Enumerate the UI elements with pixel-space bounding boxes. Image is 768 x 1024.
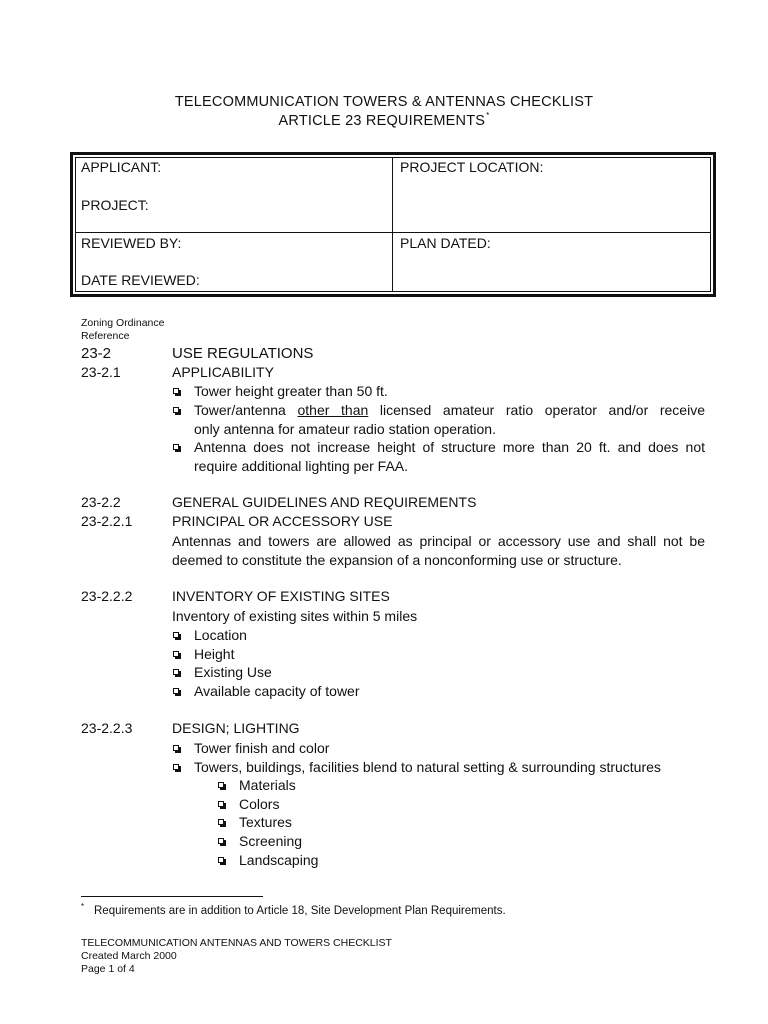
checklist-subitem-text: Landscaping <box>239 852 319 868</box>
footer-page-number: Page 1 of 4 <box>81 963 135 975</box>
checklist-subitem-text: Colors <box>239 796 280 812</box>
section-heading: GENERAL GUIDELINES AND REQUIREMENTS <box>172 494 477 510</box>
section-paragraph-line2: deemed to constitute the expansion of a nonconforming use or structure. <box>172 552 622 568</box>
section-heading: PRINCIPAL OR ACCESSORY USE <box>172 513 393 529</box>
section-code: 23-2.2.1 <box>81 513 133 529</box>
checklist-item-text: Available capacity of tower <box>194 683 360 699</box>
checklist-subitem <box>217 813 517 832</box>
box-divider-vertical <box>392 157 393 292</box>
checklist-item-text: Antenna does not increase height of structure more than 20 ft. and does not <box>194 439 705 455</box>
checklist-subitem-text: Materials <box>239 777 296 793</box>
section-code: 23-2.2.3 <box>81 720 133 736</box>
checklist-item-text-line2: require additional lighting per FAA. <box>194 458 409 474</box>
footer-document-name: TELECOMMUNICATION ANTENNAS AND TOWERS CHECKLIST <box>81 937 392 949</box>
checklist-item-text: Location <box>194 627 247 643</box>
plan-dated-label: PLAN DATED: <box>400 235 491 251</box>
checklist-subitem-text: Screening <box>239 833 303 849</box>
text-segment: Tower/antenna <box>194 402 298 418</box>
footnote-mark: * <box>81 902 85 911</box>
footer-created-date: Created March 2000 <box>81 950 177 962</box>
subtitle-footnote-mark: * <box>486 111 490 120</box>
text-segment: licensed amateur ratio operator and/or receive <box>368 402 705 418</box>
section-intro: Inventory of existing sites within 5 miles <box>172 608 418 624</box>
checklist-item-text: Existing Use <box>194 664 272 680</box>
document-title: TELECOMMUNICATION TOWERS & ANTENNAS CHECKLIST <box>174 94 594 110</box>
checkbox-icon[interactable] <box>218 801 224 807</box>
footnote-rule <box>81 896 263 897</box>
footnote-text: Requirements are in addition to Article 18, Site Development Plan Requirements. <box>94 905 506 917</box>
checkbox-icon[interactable] <box>173 632 179 638</box>
checkbox-icon[interactable] <box>173 688 179 694</box>
project-label: PROJECT: <box>81 197 149 213</box>
checklist-item-text: Tower finish and color <box>194 740 330 756</box>
section-heading: INVENTORY OF EXISTING SITES <box>172 588 390 604</box>
checkbox-icon[interactable] <box>173 669 179 675</box>
document-subtitle <box>0 113 768 129</box>
checklist-item <box>172 382 712 401</box>
checklist-item <box>172 682 572 701</box>
section-heading: USE REGULATIONS <box>172 345 314 362</box>
box-divider-horizontal <box>75 232 711 233</box>
checkbox-icon[interactable] <box>173 407 179 413</box>
section-code: 23-2.2 <box>81 494 121 510</box>
checkbox-icon[interactable] <box>218 838 224 844</box>
underlined-text: other than <box>297 402 369 418</box>
checklist-item-text: Tower height greater than 50 ft. <box>194 383 388 399</box>
checkbox-icon[interactable] <box>218 857 224 863</box>
reviewed-by-label: REVIEWED BY: <box>81 235 182 251</box>
checklist-subitem <box>217 776 517 795</box>
checklist-item <box>172 438 712 476</box>
section-heading: APPLICABILITY <box>172 364 274 380</box>
checkbox-icon[interactable] <box>218 782 224 788</box>
checklist-item-text-line2: only antenna for amateur radio station operation. <box>194 421 496 437</box>
checklist-subitem <box>217 832 517 851</box>
checklist-subitem <box>217 851 517 870</box>
subtitle-text: ARTICLE 23 REQUIREMENTS <box>278 113 486 129</box>
checklist-item-text: Height <box>194 646 235 662</box>
date-reviewed-label: DATE REVIEWED: <box>81 272 200 288</box>
checklist-item-text <box>194 401 705 420</box>
applicant-label: APPLICANT: <box>81 159 162 175</box>
section-heading: DESIGN; LIGHTING <box>172 720 300 736</box>
checkbox-icon[interactable] <box>218 819 224 825</box>
checkbox-icon[interactable] <box>173 388 179 394</box>
checklist-item-text: Towers, buildings, facilities blend to natural setting & surrounding structures <box>194 759 661 775</box>
checklist-item <box>172 758 712 777</box>
checklist-item <box>172 739 712 758</box>
checkbox-icon[interactable] <box>173 745 179 751</box>
section-paragraph-line1: Antennas and towers are allowed as principal or accessory use and shall not be <box>172 533 705 549</box>
section-code: 23-2.1 <box>81 364 121 380</box>
checklist-item <box>172 645 572 664</box>
checkbox-icon[interactable] <box>173 651 179 657</box>
checklist-item <box>172 663 572 682</box>
project-location-label: PROJECT LOCATION: <box>400 159 544 175</box>
reference-label-line1: Zoning Ordinance <box>81 317 165 329</box>
checklist-subitem-text: Textures <box>239 814 292 830</box>
section-code: 23-2.2.2 <box>81 588 133 604</box>
checkbox-icon[interactable] <box>173 444 179 450</box>
section-code: 23-2 <box>81 345 112 362</box>
checklist-subitem <box>217 795 517 814</box>
checklist-item <box>172 626 572 645</box>
reference-label-line2: Reference <box>81 330 130 342</box>
checkbox-icon[interactable] <box>173 764 179 770</box>
checklist-item <box>172 401 712 439</box>
